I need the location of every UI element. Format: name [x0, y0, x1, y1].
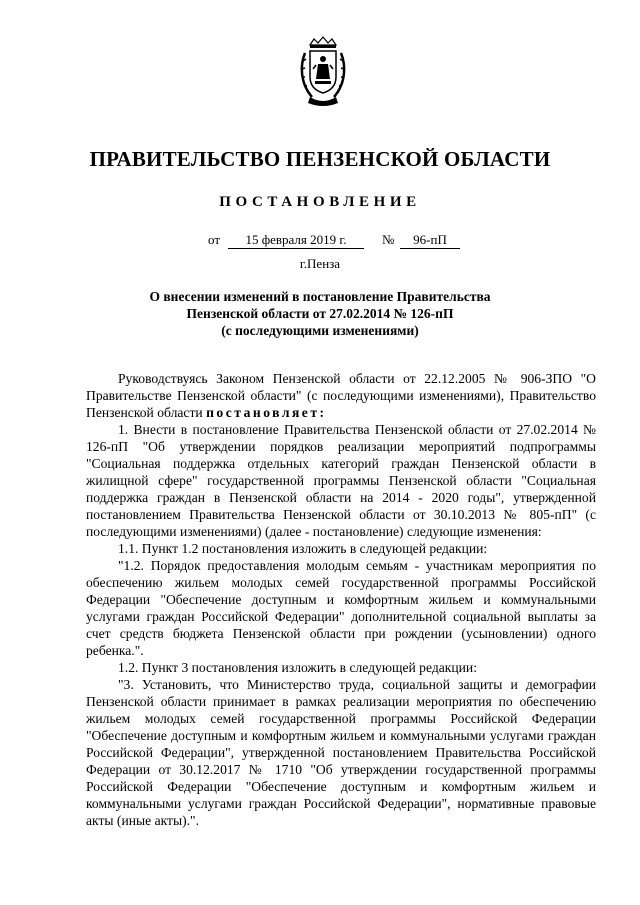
- document-number: 96-пП: [400, 232, 460, 249]
- government-title: ПРАВИТЕЛЬСТВО ПЕНЗЕНСКОЙ ОБЛАСТИ: [89, 147, 551, 171]
- coat-of-arms-icon: [296, 35, 350, 107]
- paragraph-1-1-text: "1.2. Порядок предоставления молодым семьям - участникам мероприятия по обеспечению жильем молодых семей государственной программы Российской Федерации "Обеспечение доступным и комфортным жильем и коммунальными услугами граждан Российской Федерации" дополнительной социальной выплаты за счет средств бюджета Пензенской области при рождении (усыновлении) одного ребенка.".: [86, 558, 596, 658]
- resolves-word: постановляет:: [206, 405, 327, 420]
- paragraph-1-2: 1.2. Пункт 3 постановления изложить в следующей редакции:: [118, 660, 477, 675]
- subject-line: (с последующими изменениями): [221, 323, 419, 338]
- preamble-text: Руководствуясь Законом Пензенской области от 22.12.2005 № 906-ЗПО "О Правительстве Пензенской области" (с последующими изменениями), Правительство Пензенской области: [86, 371, 596, 420]
- number-sign: №: [382, 232, 395, 247]
- document-date: 15 февраля 2019 г.: [228, 232, 364, 249]
- date-prefix: от: [208, 232, 221, 247]
- paragraph-1-2-text: "3. Установить, что Министерство труда, социальной защиты и демографии Пензенской области принимает в рамках реализации мероприятия по обеспечению жильем молодых семей государственной программы Российской Федерации "Обеспечение доступным и комфортным жильем и коммунальными услугами граждан Российской Федерации", утвержденной постановлением Правительства Российской Федерации от 30.12.2017 № 1710 "Об утверждении государственной программы Российской Федерации "Обеспечение доступным и комфортным жильем и коммунальными услугами граждан Российской Федерации", нормативные правовые акты (иные акты).".: [86, 677, 596, 828]
- subject-line: Пензенской области от 27.02.2014 № 126-пП: [186, 306, 454, 321]
- document-subject: [0, 288, 640, 339]
- preamble-paragraph: [86, 370, 596, 421]
- city: г.Пенза: [299, 256, 341, 271]
- paragraph-1-1: 1.1. Пункт 1.2 постановления изложить в следующей редакции:: [118, 541, 488, 556]
- document-body: [86, 370, 596, 829]
- paragraph-1: 1. Внести в постановление Правительства Пензенской области от 27.02.2014 № 126-пП "Об утверждении порядков реализации мероприятий подпрограммы "Социальная поддержка отдельных категорий граждан Пензенской области в жилищной сфере" государственной программы Пензенской области "Социальная поддержка граждан в Пензенской области на 2014 - 2020 годы", утвержденной постановлением Правительства Пензенской области от 30.10.2013 № 805-пП" (с последующими изменениями) (далее - постановление) следующие изменения:: [86, 422, 596, 539]
- document-type: ПОСТАНОВЛЕНИЕ: [219, 194, 421, 210]
- subject-line: О внесении изменений в постановление Правительства: [149, 289, 491, 304]
